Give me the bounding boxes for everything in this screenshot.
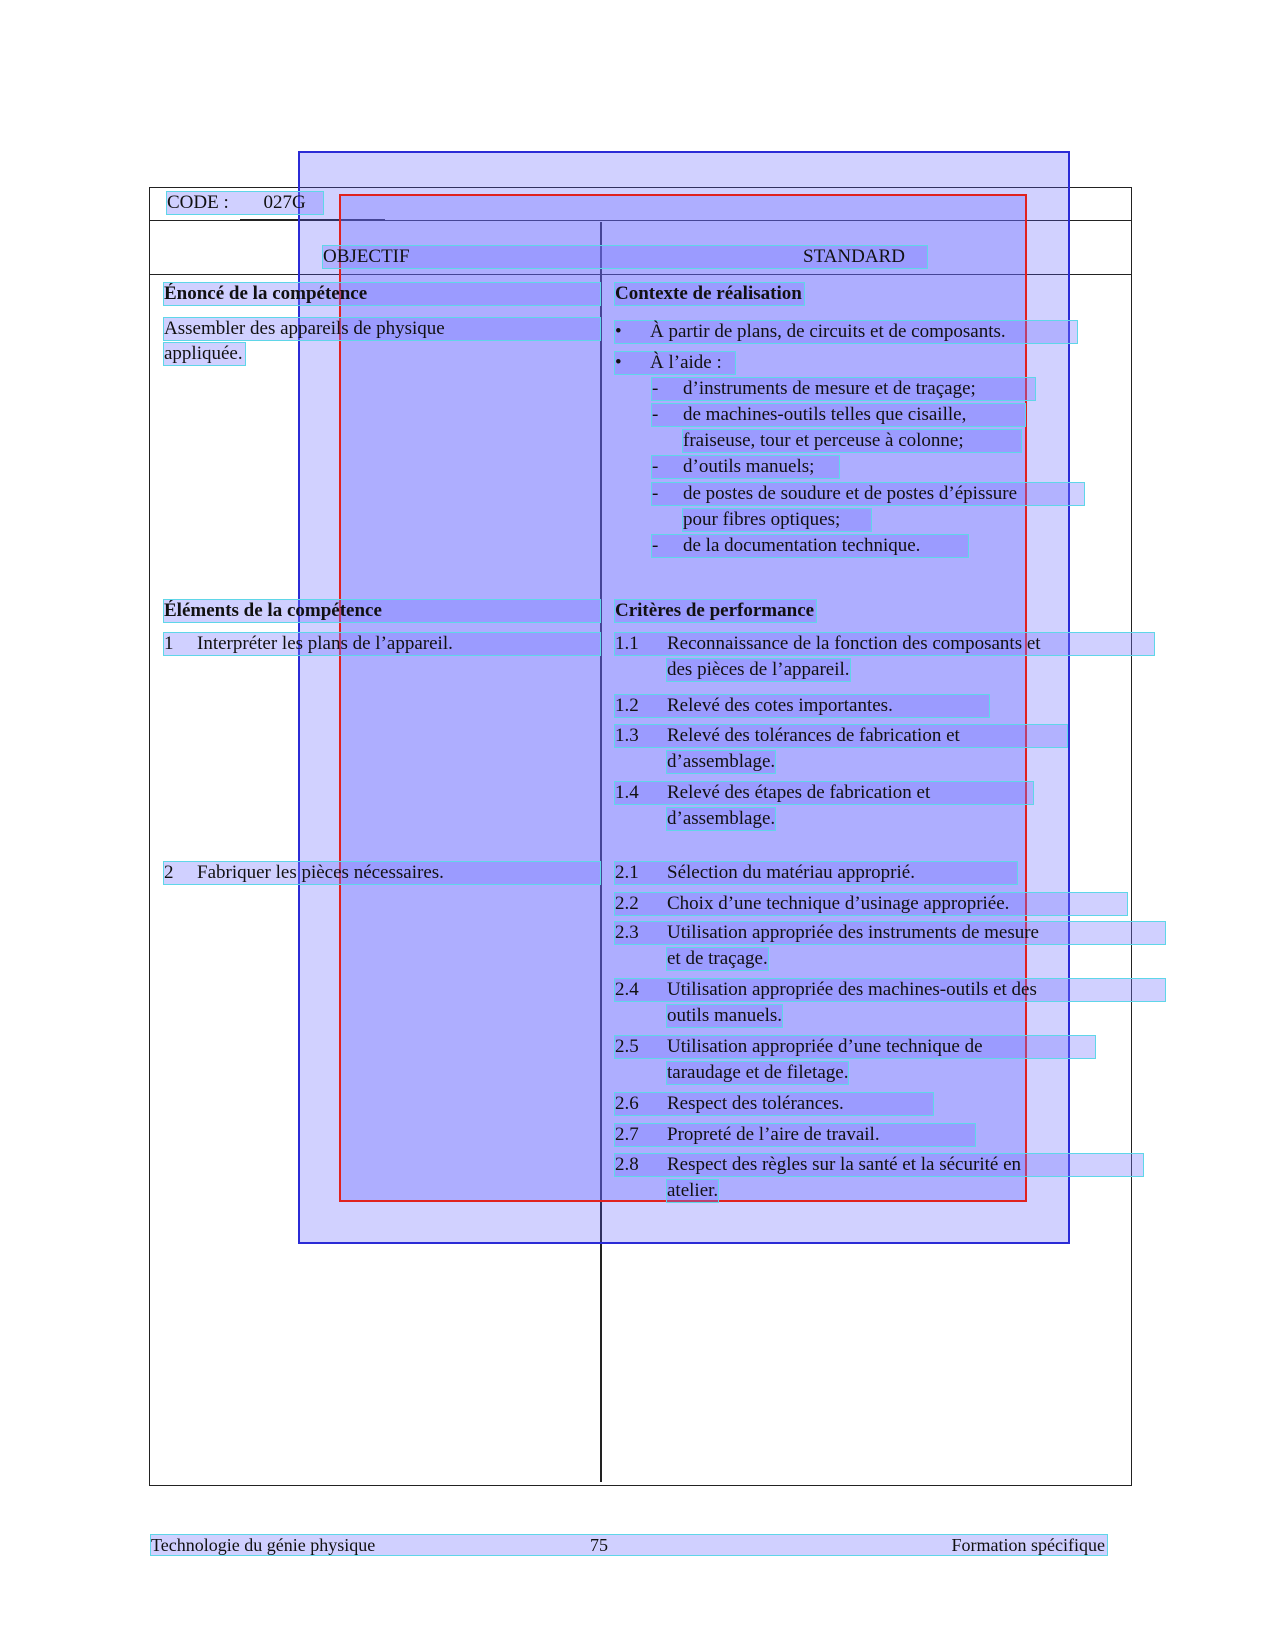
enonce-line-1: Assembler des appareils de physique	[164, 318, 600, 340]
critere-text: Sélection du matériau approprié.	[667, 862, 915, 883]
critere-text-continued: des pièces de l’appareil.	[667, 659, 850, 680]
element-row-2	[164, 862, 600, 884]
bullet-text: À partir de plans, de circuits et de composants.	[650, 321, 1006, 342]
code-row	[167, 192, 323, 214]
critere-row	[615, 1124, 975, 1146]
column-divider	[600, 222, 602, 1482]
element-num: 1	[164, 633, 174, 654]
columns-header	[323, 246, 927, 268]
critere-text: Utilisation appropriée des instruments de mesure	[667, 922, 1039, 943]
critere-text-continued: d’assemblage.	[667, 751, 776, 772]
code-value: 027G	[263, 192, 306, 213]
critere-row	[615, 1154, 1143, 1176]
critere-text: Utilisation appropriée d’une technique de	[667, 1036, 983, 1057]
dash-marker: -	[652, 483, 659, 504]
critere-number: 2.8	[615, 1154, 639, 1175]
critere-text: Utilisation appropriée des machines-outils et des	[667, 979, 1037, 1000]
critere-text-continued: taraudage et de filetage.	[667, 1062, 849, 1083]
col-standard: STANDARD	[803, 246, 905, 267]
col-objectif: OBJECTIF	[323, 246, 410, 267]
code-label: CODE :	[167, 192, 229, 213]
critere-number: 2.4	[615, 979, 639, 1000]
bullet-marker: •	[615, 321, 622, 342]
critere-row	[615, 1036, 1095, 1058]
critere-row	[615, 893, 1127, 915]
bullet-text: À l’aide :	[650, 352, 722, 373]
element-num: 2	[164, 862, 174, 883]
critere-text: Respect des règles sur la santé et la sécurité en	[667, 1154, 1021, 1175]
footer-section: Formation spécifique	[951, 1535, 1105, 1555]
critere-row	[615, 633, 1154, 655]
critere-text: Relevé des étapes de fabrication et	[667, 782, 931, 803]
dash-marker: -	[652, 535, 659, 556]
header-divider	[149, 220, 1132, 221]
context-sub-item-3	[652, 456, 839, 478]
criteres-heading: Critères de performance	[615, 600, 815, 621]
sub-item-text: de la documentation technique.	[683, 535, 921, 556]
critere-number: 1.4	[615, 782, 639, 803]
sub-item-text: d’instruments de mesure et de traçage;	[683, 378, 976, 399]
critere-row	[615, 862, 1017, 884]
context-sub-item-1	[652, 378, 1035, 400]
critere-number: 2.7	[615, 1124, 639, 1145]
footer-title: Technologie du génie physique	[151, 1535, 376, 1555]
critere-text: Relevé des cotes importantes.	[667, 695, 893, 716]
context-bullet-1	[615, 321, 1077, 343]
critere-text: Relevé des tolérances de fabrication et	[667, 725, 960, 746]
dash-marker: -	[652, 378, 659, 399]
critere-text: Reconnaissance de la fonction des composants et	[667, 633, 1041, 654]
enonce-line-2: appliquée.	[164, 343, 243, 364]
columns-header-divider	[149, 274, 1132, 275]
critere-row	[615, 979, 1165, 1001]
critere-number: 2.3	[615, 922, 639, 943]
critere-number: 2.2	[615, 893, 639, 914]
enonce-heading: Énoncé de la compétence	[164, 283, 600, 305]
critere-row	[615, 1093, 933, 1115]
element-row-1	[164, 633, 600, 655]
critere-text-continued: atelier.	[667, 1180, 719, 1201]
contexte-heading: Contexte de réalisation	[615, 283, 802, 304]
element-text: Fabriquer les pièces nécessaires.	[197, 862, 444, 883]
critere-text-continued: et de traçage.	[667, 948, 768, 969]
page-footer	[151, 1535, 1107, 1555]
elements-heading: Éléments de la compétence	[164, 600, 600, 622]
critere-row	[615, 695, 989, 717]
critere-number: 2.5	[615, 1036, 639, 1057]
critere-row	[615, 782, 1033, 804]
context-bullet-2	[615, 352, 735, 374]
context-sub-item-2	[652, 404, 1025, 426]
context-sub-item-4-cont: pour fibres optiques;	[683, 509, 871, 531]
element-text: Interpréter les plans de l’appareil.	[197, 633, 453, 654]
critere-text-continued: outils manuels.	[667, 1005, 783, 1026]
critere-text: Respect des tolérances.	[667, 1093, 844, 1114]
critere-row	[615, 725, 1067, 747]
code-underline	[240, 219, 385, 220]
context-sub-item-5	[652, 535, 968, 557]
bullet-marker: •	[615, 352, 622, 373]
critere-number: 2.6	[615, 1093, 639, 1114]
critere-text-continued: d’assemblage.	[667, 808, 776, 829]
critere-number: 1.3	[615, 725, 639, 746]
sub-item-text: d’outils manuels;	[683, 456, 815, 477]
critere-number: 1.1	[615, 633, 639, 654]
critere-text: Propreté de l’aire de travail.	[667, 1124, 880, 1145]
critere-row	[615, 922, 1165, 944]
context-sub-item-2-cont: fraiseuse, tour et perceuse à colonne;	[683, 430, 1021, 452]
dash-marker: -	[652, 404, 659, 425]
page-number: 75	[590, 1535, 608, 1555]
critere-number: 1.2	[615, 695, 639, 716]
context-sub-item-4	[652, 483, 1084, 505]
sub-item-text: de machines-outils telles que cisaille,	[683, 404, 967, 425]
dash-marker: -	[652, 456, 659, 477]
critere-text: Choix d’une technique d’usinage appropriée.	[667, 893, 1010, 914]
sub-item-text: de postes de soudure et de postes d’épissure	[683, 483, 1018, 504]
critere-number: 2.1	[615, 862, 639, 883]
